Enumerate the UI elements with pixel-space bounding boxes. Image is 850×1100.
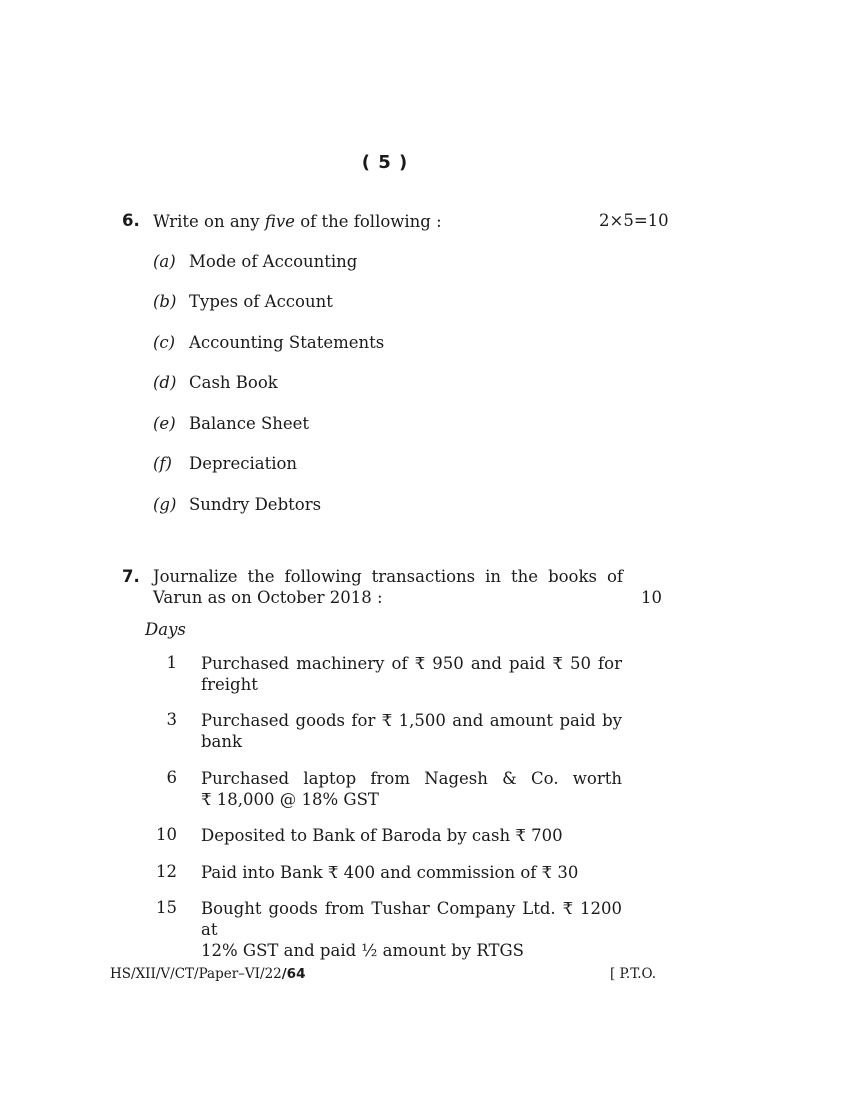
days-heading: Days bbox=[145, 620, 186, 639]
q6-text-after: of the following : bbox=[294, 212, 442, 231]
transaction-line-2: ₹ 18,000 @ 18% GST bbox=[201, 790, 379, 809]
option-text: Cash Book bbox=[189, 373, 278, 392]
transaction-line-1: Purchased laptop from Nagesh & Co. worth bbox=[201, 769, 622, 788]
transaction-description bbox=[201, 710, 622, 752]
transaction-line-1: Paid into Bank ₹ 400 and commission of ₹ 30 bbox=[201, 863, 579, 882]
transaction-day: 3 bbox=[166, 710, 177, 729]
pto-label: [ P.T.O. bbox=[610, 966, 657, 982]
option-label: (e) bbox=[153, 414, 176, 433]
transaction-day: 12 bbox=[156, 862, 177, 881]
option-text: Accounting Statements bbox=[189, 333, 385, 352]
paper-code-suffix: /64 bbox=[281, 966, 306, 982]
q7-line-1: Journalize the following transactions in the books of bbox=[153, 567, 623, 586]
q6-text-before: Write on any bbox=[153, 212, 265, 231]
option-text: Balance Sheet bbox=[189, 414, 310, 433]
option-label: (b) bbox=[153, 292, 177, 311]
transaction-day: 10 bbox=[156, 825, 177, 844]
transaction-description bbox=[201, 653, 622, 695]
option-label: (f) bbox=[153, 454, 172, 473]
paper-code bbox=[110, 966, 305, 982]
option-label: (a) bbox=[153, 252, 176, 271]
page-number: ( 5 ) bbox=[361, 152, 409, 173]
option-text: Depreciation bbox=[189, 454, 298, 473]
option-text: Sundry Debtors bbox=[189, 495, 322, 514]
question-7-number: 7. bbox=[122, 567, 140, 586]
transaction-day: 15 bbox=[156, 898, 177, 917]
q7-line-2: Varun as on October 2018 : bbox=[153, 587, 383, 607]
paper-code-main: HS/XII/V/CT/Paper–VI/22 bbox=[110, 966, 282, 982]
transaction-description bbox=[201, 825, 622, 846]
transaction-line-1: Bought goods from Tushar Company Ltd. ₹ 1200 at bbox=[201, 899, 622, 939]
option-text: Types of Account bbox=[189, 292, 333, 311]
question-6-text bbox=[153, 211, 442, 232]
option-label: (d) bbox=[153, 373, 177, 392]
transaction-line-1: Purchased goods for ₹ 1,500 and amount paid by bbox=[201, 711, 622, 730]
transaction-description bbox=[201, 862, 622, 883]
question-7-text bbox=[153, 567, 623, 608]
transaction-line-2: freight bbox=[201, 675, 258, 694]
transaction-day: 6 bbox=[166, 768, 177, 787]
question-6-marks: 2×5=10 bbox=[599, 211, 669, 230]
transaction-line-2: 12% GST and paid ½ amount by RTGS bbox=[201, 941, 524, 960]
transaction-day: 1 bbox=[166, 653, 177, 672]
option-label: (g) bbox=[153, 495, 177, 514]
transaction-line-2: bank bbox=[201, 732, 243, 751]
option-label: (c) bbox=[153, 333, 176, 352]
transaction-line-1: Deposited to Bank of Baroda by cash ₹ 700 bbox=[201, 826, 563, 845]
q6-text-emphasis: five bbox=[264, 212, 295, 231]
transaction-description bbox=[201, 768, 622, 810]
option-text: Mode of Accounting bbox=[189, 252, 358, 271]
transaction-line-1: Purchased machinery of ₹ 950 and paid ₹ 50 for bbox=[201, 654, 622, 673]
question-7-marks: 10 bbox=[641, 588, 662, 607]
transaction-description bbox=[201, 898, 622, 961]
question-6-number: 6. bbox=[122, 211, 140, 230]
